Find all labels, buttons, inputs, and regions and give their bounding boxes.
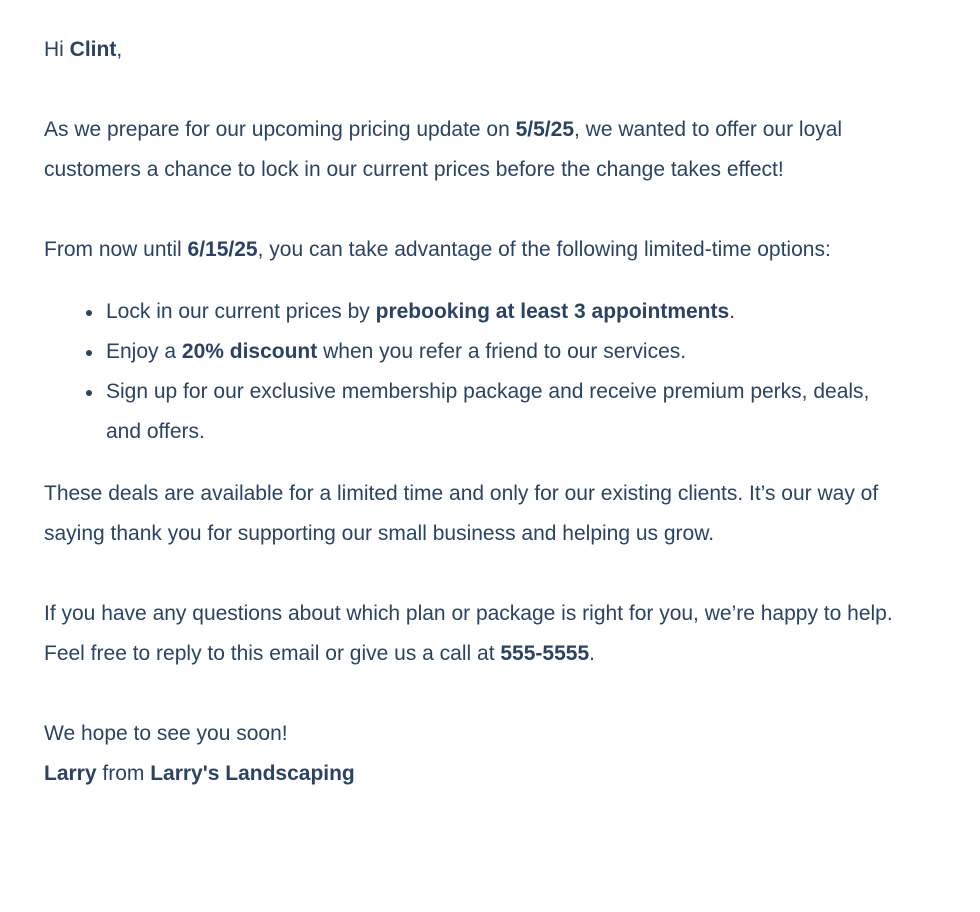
deals-note-paragraph: These deals are available for a limited time and only for our existing clients. It’s our way of saying thank you for supporting our small business and helping us grow. (44, 482, 879, 545)
sender-name: Larry (44, 762, 97, 785)
offer-item-referral (106, 332, 904, 372)
phone-number: 555-5555 (500, 642, 590, 665)
options-intro-paragraph (44, 230, 904, 270)
questions-text-1: If you have any questions about which plan or package is right for you, we’re happy to help. Feel free to reply to this email or give us a call at (44, 602, 893, 665)
business-name: Larry's Landscaping (150, 762, 355, 785)
offer-end-date: 6/15/25 (187, 238, 258, 261)
offer-text: Enjoy a (106, 340, 182, 363)
offers-list (44, 292, 904, 452)
offer-text: when you refer a friend to our services. (317, 340, 687, 363)
greeting-suffix: , (116, 38, 123, 61)
offer-text: Sign up for our exclusive membership package and receive premium perks, deals, and offers. (106, 380, 870, 443)
offer-highlight: 20% discount (181, 340, 318, 363)
offer-text: Lock in our current prices by (106, 300, 376, 323)
intro-text-1: As we prepare for our upcoming pricing update on (44, 118, 516, 141)
questions-paragraph (44, 594, 904, 674)
closing-line: We hope to see you soon! (44, 722, 288, 745)
questions-text-2: . (589, 642, 595, 665)
options-intro-text-2: , you can take advantage of the following limited-time options: (257, 238, 831, 261)
email-body (44, 30, 904, 794)
offer-item-prebook (106, 292, 904, 332)
options-intro-text-1: From now until (44, 238, 188, 261)
offer-highlight: prebooking at least 3 appointments (375, 300, 730, 323)
intro-text-2: , we wanted to offer our loyal customers a chance to lock in our current prices before the change takes effect! (44, 118, 843, 181)
signature-connector: from (96, 762, 151, 785)
signature (44, 754, 904, 794)
intro-paragraph (44, 110, 904, 190)
pricing-update-date: 5/5/25 (515, 118, 574, 141)
offer-text: . (729, 300, 736, 323)
greeting-prefix: Hi (44, 38, 70, 61)
offer-item-membership (106, 372, 904, 452)
recipient-name: Clint (69, 38, 117, 61)
greeting (44, 30, 904, 70)
